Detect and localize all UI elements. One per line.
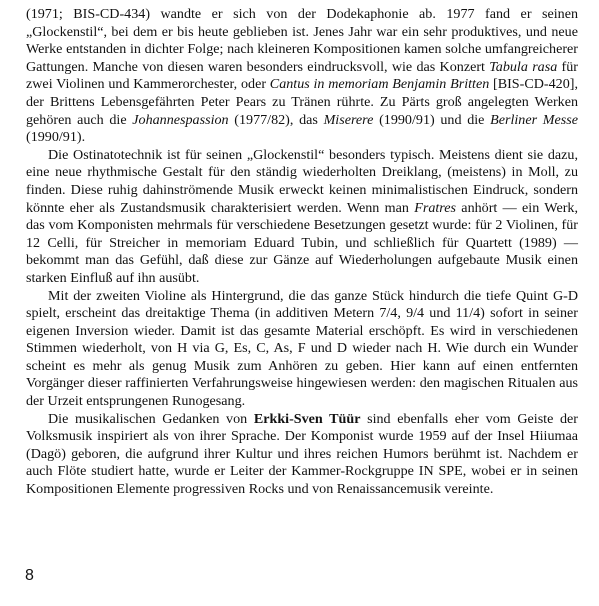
- paragraph-4: [26, 411, 578, 499]
- italic-text: Johannespassion: [132, 111, 229, 128]
- paragraph-2: [26, 147, 578, 288]
- italic-text: Fratres: [414, 199, 456, 216]
- text-run: (1990/91) und die: [373, 111, 491, 128]
- page-number: 8: [25, 567, 34, 584]
- text-run: sind ebenfalls eher vom Geiste der Volksmusik inspiriert als von ihrer Sprache. Der Komponist wurde 1959 auf der Insel Hiiumaa (Dagö) geboren, die aufgrund ihrer Kultur und ihres reichen Humors berühmt ist. Nachdem er auch Flöte studiert hatte, wurde er Leiter der Kammer-Rockgruppe IN SPE, wobei er in seinen Kompositionen Elemente progressiven Rocks und von Renaissancemusik vereinte.: [26, 410, 578, 498]
- bold-text: Erkki-Sven Tüür: [253, 410, 361, 427]
- text-run: für zwei Violinen und Kammerorchester, oder: [26, 58, 578, 93]
- text-run: (1977/82), das: [228, 111, 324, 128]
- italic-text: Miserere: [323, 111, 374, 128]
- italic-text: Cantus in memoriam Benjamin Britten: [269, 76, 490, 93]
- text-run: Mit der zweiten Violine als Hintergrund, die das ganze Stück hindurch die tiefe Quint G-D spielt, erscheint das dreitaktige Thema (in additiven Metern 7/4, 9/4 und 11/4) sofort in seiner eigenen Inversion wieder. Damit ist das gesamte Material erschöpft. Es wird in verschiedenen Stimmen wiederholt, von H via G, Es, C, As, F und D wieder nach H. Wie durch ein Wunder scheint es mehr als genug Musik zum Anhören zu geben. Hier kann auf einen entfernten Vorgänger dieser raffinierten Verfahrungsweise hingewiesen werden: den magischen Ritualen aus der Urzeit entsprungenen Runogesang.: [26, 287, 578, 410]
- document-page: [26, 6, 578, 499]
- text-run: (1971; BIS-CD-434) wandte er sich von der Dodekaphonie ab. 1977 fand er seinen „Glockenstil“, bei dem er bis heute geblieben ist. Jenes Jahr war ein sehr produktives, und neue Werke entstanden in dichter Folge; nach kleineren Kompositionen kamen solche umfangreicherer Gattungen. Manche von diesen waren besonders eindrucksvoll, wie das Konzert: [26, 6, 578, 75]
- paragraph-1: [26, 6, 578, 147]
- text-run: [BIS-CD-420], der Brittens Lebensgefährten Peter Pears zu Tränen rührte. Zu Pärts groß angelegten Werken gehören auch die: [26, 76, 578, 128]
- italic-text: Berliner Messe: [490, 111, 578, 128]
- text-run: (1990/91).: [26, 129, 86, 146]
- text-run: Die Ostinatotechnik ist für seinen „Glockenstil“ besonders typisch. Meistens dient sie dazu, eine neue rhythmische Gestalt für den ständig wiederholten Dreiklang, (meistens) in Moll, zu finden. Diese ruhig dahinströmende Musik erweckt keinen minimalistischen Eindruck, sondern könnte eher als Zustandsmusik charakterisiert werden. Wenn man: [26, 146, 578, 216]
- paragraph-3: [26, 288, 578, 411]
- text-run: anhört — ein Werk, das vom Komponisten mehrmals für verschiedene Besetzungen gesetzt wurde: für 2 Violinen, für 12 Celli, für Streicher in memoriam Eduard Tubin, und schließlich für Quartett (1989) — bekommt man das Gefühl, daß diese zur Gänze auf Wiederholungen aufgebaute Musik einen starken Einfluß auf ihn ausübt.: [26, 199, 578, 286]
- italic-text: Tabula rasa: [489, 58, 558, 75]
- text-run: Die musikalischen Gedanken von: [48, 410, 254, 427]
